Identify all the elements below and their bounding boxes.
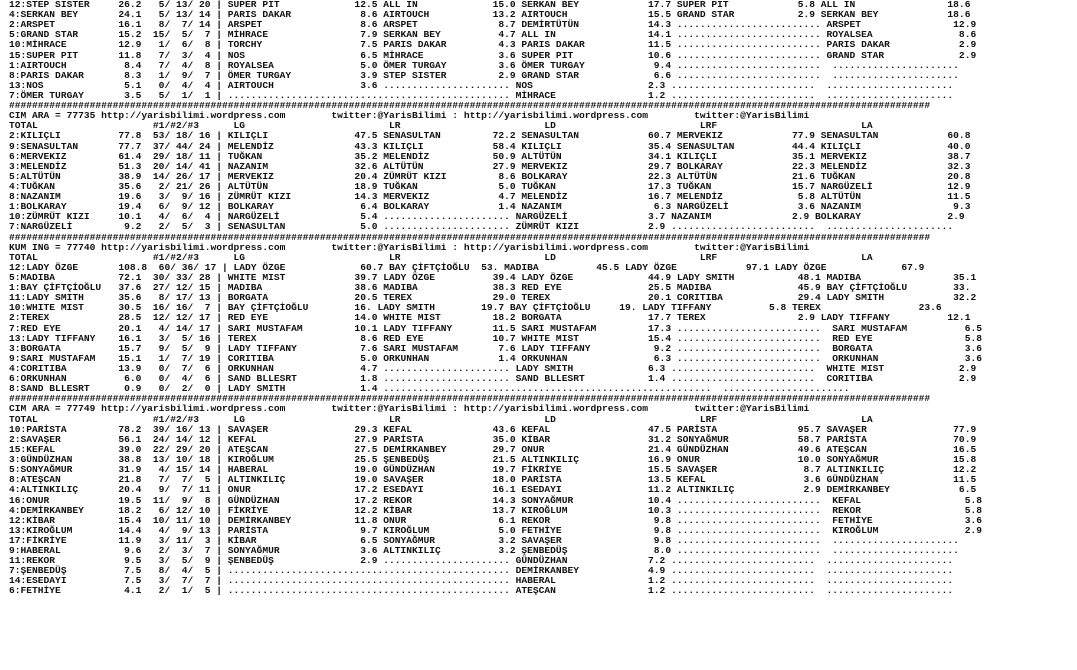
table-row: 4:DEMİRKANBEY 18.2 6/ 12/ 10 | FİKRİYE 12.2 KİBAR 13.7 KIROĞLUM 10.3 ......................... REKOR 5.8 [9, 504, 982, 516]
table-row: 3:BORGATA 15.7 9/ 5/ 9 | LADY TIFFANY 7.6 SARI MUSTAFAM 7.6 LADY TIFFANY 9.2 ......................... BORGATA 3.6 [9, 342, 982, 354]
table-row: 11:REKOR 9.5 3/ 5/ 9 | ŞENBEDÜŞ 2.9 ...................... GÜNDÜZHAN 7.2 ......................... ...................... [9, 555, 954, 567]
table-row: 4:CORITIBA 13.9 0/ 7/ 6 | ORKUNHAN 4.7 ...................... LADY SMITH 6.3 ......................... WHITE MIST 2.9 [9, 363, 977, 375]
table-row: 9:SARI MUSTAFAM 15.1 1/ 7/ 19 | CORITIBA 5.0 ORKUNHAN 1.4 ORKUNHAN 6.3 ......................... ORKUNHAN 3.6 [9, 352, 982, 364]
table-row: 13:LADY TIFFANY 16.1 3/ 5/ 16 | TEREX 8.6 RED EYE 10.7 WHITE MIST 15.4 ......................... RED EYE 5.8 [9, 332, 982, 344]
table-row: 8:NAZANIM 19.6 3/ 9/ 16 | ZÜMRÜT KIZI 14.3 MERVEKIZ 4.7 MELENDİZ 16.7 MELENDİZ 5.8 ALTÜTÜN 11.5 [9, 191, 971, 203]
table-row: 3:GÜNDÜZHAN 38.8 13/ 10/ 18 | KIROĞLUM 25.5 ŞENBEDÜŞ 21.5 ALTINKILIÇ 16.9 ONUR 10.0 SONYAĞMUR 15.8 [9, 454, 977, 466]
section-separator: ################################################################################################################################################################ [9, 231, 931, 243]
race-header-cim-ara-77749: CIM ARA = 77749 http://yarisbilimi.wordpress.com twitter:@YarisBilimi : http://yarisbilimi.wordpress.com twitter:@YarisBilimi [9, 403, 810, 415]
table-row: 5:SONYAĞMUR 31.9 4/ 15/ 14 | HABERAL 19.0 GÜNDÜZHAN 19.7 FİKRİYE 15.5 SAVAŞER 8.7 ALTINKILIÇ 12.2 [9, 464, 977, 476]
table-row: 1:BOLKARAY 19.4 6/ 9/ 12 | BOLKARAY 6.4 BOLKARAY 1.4 NAZANIM 6.3 NARGÜZELİ 3.6 NAZANIM 9.3 [9, 201, 971, 213]
table-row: 9:SENASULTAN 77.7 37/ 44/ 24 | MELENDİZ 43.3 KILIÇLI 58.4 KILIÇLI 35.4 SENASULTAN 44.4 KILIÇLI 40.0 [9, 140, 971, 152]
column-headers: TOTAL #1/#2/#3 LG LR LD LRF LA [9, 120, 873, 132]
table-row: 4:ALTINKILIÇ 20.4 9/ 7/ 11 | ONUR 17.2 ESEDAYI 16.1 ESEDAYI 11.2 ALTINKILIÇ 2.9 DEMİRKANBEY 6.5 [9, 484, 977, 496]
table-row: 5:ALTÜTÜN 38.9 14/ 26/ 17 | MERVEKIZ 20.4 ZÜMRÜT KIZI 8.6 BOLKARAY 22.3 ALTÜTÜN 21.6 TUĞKAN 20.8 [9, 170, 971, 182]
table-row: 13:NOS 5.1 0/ 4/ 4 | AIRTOUCH 3.6 ...................... NOS 2.3 ......................... ...................... [9, 79, 954, 91]
table-row: 17:FİKRİYE 11.9 3/ 11/ 3 | KİBAR 6.5 SONYAĞMUR 3.2 SAVAŞER 9.8 ......................... ...................... [9, 534, 959, 546]
table-row: 2:TEREX 28.5 12/ 12/ 17 | RED EYE 14.0 WHITE MIST 18.2 BORGATA 17.7 TEREX 2.9 LADY TIFFANY 12.1 [9, 312, 971, 324]
table-row: 11:LADY SMITH 35.6 8/ 17/ 13 | BORGATA 20.5 TEREX 29.0 TEREX 20.1 CORITIBA 29.4 LADY SMITH 32.2 [9, 292, 977, 304]
table-row: 7:NARGÜZELİ 9.2 2/ 5/ 3 | SENASULTAN 5.0 ...................... ZÜMRÜT KIZI 2.9 ......................... ...................... [9, 221, 954, 233]
column-headers: TOTAL #1/#2/#3 LG LR LD LRF LA [9, 251, 873, 263]
table-row: 12:LADY ÖZGE 108.8 60/ 36/ 17 | LADY ÖZGE 60.7 BAY ÇİFTÇİOĞLU 53. MADIBA 45.5 LADY ÖZGE 97.1 LADY ÖZGE 67.9 [9, 261, 925, 273]
table-row: 5:GRAND STAR 15.2 15/ 5/ 7 | MİHRACE 7.9 SERKAN BEY 4.7 ALL IN 14.1 ......................... ROYALSEA 8.6 [9, 29, 977, 41]
table-row: 6:FETHİYE 4.1 2/ 1/ 5 | ................................................. ATEŞCAN 1.2 ......................... ...................... [9, 585, 954, 597]
table-row: 2:KILIÇLI 77.8 53/ 18/ 16 | KILIÇLI 47.5 SENASULTAN 72.2 SENASULTAN 60.7 MERVEKIZ 77.9 SENASULTAN 60.8 [9, 130, 971, 142]
table-row: 14:ESEDAYI 7.5 3/ 7/ 7 | ................................................. HABERAL 1.2 ......................... ...................... [9, 575, 954, 587]
cim-ara-77749-table [9, 425, 1077, 597]
race-header-kum-ing-77740: KUM ING = 77740 http://yarisbilimi.wordpress.com twitter:@YarisBilimi : http://yarisbilimi.wordpress.com twitter:@YarisBilimi [9, 241, 810, 253]
table-row: 1:BAY ÇİFTÇİOĞLU 37.6 27/ 12/ 15 | MADIBA 38.6 MADIBA 38.3 RED EYE 25.5 MADIBA 45.9 BAY ÇİFTÇİOĞLU 33. [9, 282, 971, 294]
table-row: 1:AIRTOUCH 8.4 7/ 4/ 8 | ROYALSEA 5.0 ÖMER TURGAY 3.6 ÖMER TURGAY 9.4 ......................... ...................... [9, 59, 959, 71]
table-row: 7:RED EYE 20.1 4/ 14/ 17 | SARI MUSTAFAM 10.1 LADY TIFFANY 11.5 SARI MUSTAFAM 17.3 ......................... SARI MUSTAFAM 6.5 [9, 322, 982, 334]
table-row: 8:ATEŞCAN 21.8 7/ 7/ 5 | ALTINKILIÇ 19.0 SAVAŞER 18.0 PARİSTA 13.5 KEFAL 3.6 GÜNDÜZHAN 11.5 [9, 474, 977, 486]
table-row: 8:SAND BLLESRT 0.9 0/ 2/ 0 | LADY SMITH 1.4 ......................................................... ...................... [9, 383, 850, 395]
previous-race-table-tail [9, 0, 1077, 101]
table-row: 12:STEP SISTER 26.2 5/ 13/ 20 | SUPER PIT 12.5 ALL IN 15.0 SERKAN BEY 17.7 SUPER PIT 5.8 ALL IN 18.6 [9, 0, 971, 10]
table-row: 4:SERKAN BEY 24.1 5/ 13/ 14 | PARIS DAKAR 8.6 AIRTOUCH 13.2 AIRTOUCH 15.5 GRAND STAR 2.9 SERKAN BEY 18.6 [9, 9, 971, 21]
table-row: 3:MELENDİZ 51.3 20/ 14/ 41 | NAZANIM 32.6 ALTÜTÜN 27.9 MERVEKIZ 29.7 BOLKARAY 22.3 MELENDİZ 32.3 [9, 160, 971, 172]
table-row: 16:ONUR 19.5 11/ 9/ 8 | GÜNDÜZHAN 17.2 REKOR 14.3 SONYAĞMUR 10.4 ......................... KEFAL 5.8 [9, 494, 982, 506]
table-row: 8:PARIS DAKAR 8.3 1/ 9/ 7 | ÖMER TURGAY 3.9 STEP SISTER 2.9 GRAND STAR 6.6 ......................... ...................... [9, 69, 959, 81]
table-row: 10:PARİSTA 78.2 39/ 16/ 13 | SAVAŞER 29.3 KEFAL 43.6 KEFAL 47.5 PARİSTA 95.7 SAVAŞER 77.9 [9, 423, 977, 435]
section-separator: ################################################################################################################################################################ [9, 393, 931, 405]
table-row: 15:KEFAL 39.0 22/ 29/ 20 | ATEŞCAN 27.5 DEMİRKANBEY 29.7 ONUR 21.4 GÜNDÜZHAN 49.6 ATEŞCAN 16.5 [9, 443, 977, 455]
kum-ing-77740-table [9, 263, 1077, 394]
table-row: 5:MADIBA 72.1 30/ 33/ 28 | WHITE MIST 39.7 LADY ÖZGE 39.4 LADY ÖZGE 44.9 LADY SMITH 48.1 MADIBA 35.1 [9, 272, 977, 284]
table-row: 13:KIROĞLUM 14.4 4/ 9/ 13 | PARİSTA 9.7 KIROĞLUM 5.0 FETHİYE 9.8 ......................... KIROĞLUM 2.9 [9, 524, 982, 536]
table-row: 10:MİHRACE 12.9 1/ 6/ 8 | TORCHY 7.5 PARIS DAKAR 4.3 PARIS DAKAR 11.5 ......................... PARIS DAKAR 2.9 [9, 39, 977, 51]
table-row: 6:ORKUNHAN 6.0 0/ 4/ 6 | SAND BLLESRT 1.8 ...................... SAND BLLESRT 1.4 ......................... CORITIBA 2.9 [9, 373, 977, 385]
cim-ara-77735-table [9, 131, 1077, 232]
table-row: 4:TUĞKAN 35.6 2/ 21/ 26 | ALTÜTÜN 18.9 TUĞKAN 5.0 TUĞKAN 17.3 TUĞKAN 15.7 NARGÜZELİ 12.9 [9, 181, 971, 193]
table-row: 10:WHITE MIST 30.5 16/ 16/ 7 | BAY ÇİFTÇİOĞLU 16. LADY SMITH 19.7 BAY ÇİFTÇİOĞLU 19. LADY TIFFANY 5.8 TEREX 23.6 [9, 302, 942, 314]
table-row: 2:ARSPET 16.1 8/ 7/ 14 | ARSPET 8.6 ARSPET 8.7 DEMİRTÜTÜN 14.3 ......................... ARSPET 12.9 [9, 19, 977, 31]
table-row: 12:KİBAR 15.4 10/ 11/ 10 | DEMİRKANBEY 11.8 ONUR 6.1 REKOR 9.8 ......................... FETHİYE 3.6 [9, 514, 982, 526]
column-headers: TOTAL #1/#2/#3 LG LR LD LRF LA [9, 413, 873, 425]
table-row: 7:ÖMER TURGAY 3.5 5/ 1/ 1 | ................................................. MİHRACE 1.2 ......................... ...................... [9, 89, 954, 101]
table-row: 10:ZÜMRÜT KIZI 10.1 4/ 6/ 4 | NARGÜZELİ 5.4 ...................... NARGÜZELİ 3.7 NAZANIM 2.9 BOLKARAY 2.9 [9, 211, 965, 223]
table-row: 9:HABERAL 9.6 2/ 3/ 7 | SONYAĞMUR 3.6 ALTINKILIÇ 3.2 ŞENBEDÜŞ 8.0 ......................... ...................... [9, 545, 959, 557]
table-row: 2:SAVAŞER 56.1 24/ 14/ 12 | KEFAL 27.9 PARİSTA 35.0 KİBAR 31.2 SONYAĞMUR 58.7 PARİSTA 70.9 [9, 433, 977, 445]
section-separator: ################################################################################################################################################################ [9, 100, 931, 112]
table-row: 6:MERVEKIZ 61.4 29/ 18/ 11 | TUĞKAN 35.2 MELENDİZ 50.9 ALTÜTÜN 34.1 KILIÇLI 35.1 MERVEKIZ 38.7 [9, 150, 971, 162]
race-header-cim-ara-77735: CIM ARA = 77735 http://yarisbilimi.wordpress.com twitter:@YarisBilimi : http://yarisbilimi.wordpress.com twitter:@YarisBilimi [9, 110, 810, 122]
table-row: 7:ŞENBEDÜŞ 7.5 8/ 4/ 5 | ................................................. DEMİRKANBEY 4.9 ......................... ...................... [9, 565, 954, 577]
table-row: 15:SUPER PIT 11.8 7/ 3/ 4 | NOS 6.5 MİHRACE 3.6 SUPER PIT 10.6 ......................... GRAND STAR 2.9 [9, 49, 977, 61]
